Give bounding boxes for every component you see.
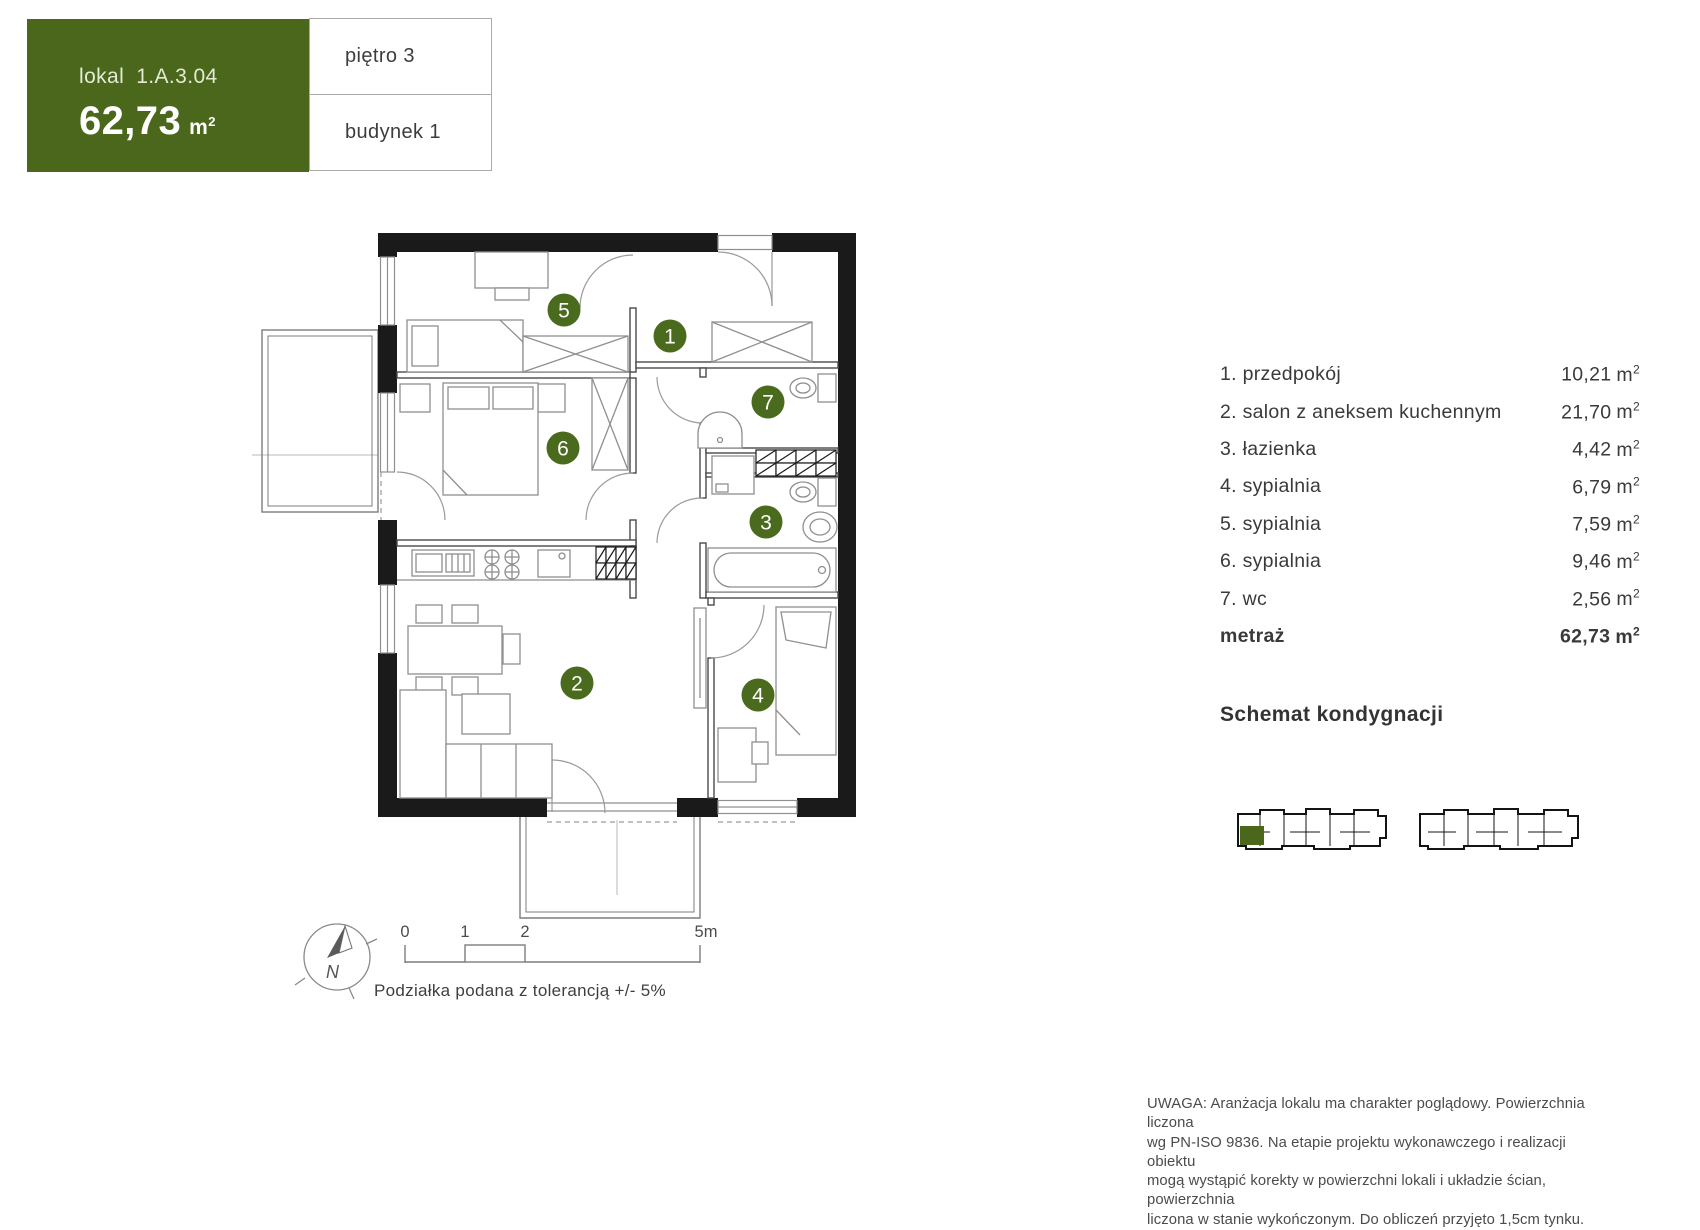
unit-id-line [79,65,309,89]
room-row [1220,431,1640,468]
badge-2: 2 [571,672,583,696]
disclaimer-line: UWAGA: Aranżacja lokalu ma charakter poglądowy. Powierzchnia liczona [1147,1096,1585,1132]
highlighted-unit-marker [1240,826,1264,845]
building-2-outline [1420,809,1578,849]
room-row [1220,356,1640,393]
unit-label: lokal [79,65,125,88]
total-area-row [1220,618,1640,655]
chair [452,605,478,623]
unit-area-line [79,99,309,144]
chair [452,677,478,695]
badge-3: 3 [760,511,772,535]
pillow [412,326,438,366]
disclaimer-line: mogą wystąpić korekty w powierzchni lokali i układzie ścian, powierzchnia [1147,1173,1547,1209]
room-row [1220,580,1640,617]
scale-tick-5m: 5m [694,923,718,941]
room-list [1220,356,1640,655]
room-label: 6. sypialnia [1220,550,1322,573]
badge-4: 4 [752,684,764,708]
floor-cell: piętro 3 [310,19,491,95]
room-label: 1. przedpokój [1220,363,1341,386]
room-area: 6,79 $m^2$ [1572,474,1640,499]
scale-tick-0: 0 [400,923,410,941]
room-area: 21,70 $m^2$ [1561,399,1640,424]
room-area: 4,42 $m^2$ [1572,437,1640,461]
unit-id: 1.A.3.04 [136,65,218,88]
scale-tick-1: 1 [460,923,470,941]
chair [752,742,768,764]
room-label: 3. łazienka [1220,437,1317,460]
scale-note: Podziałka podana z tolerancją +/- 5% [374,981,666,1000]
room-area: 10,21 $m^2$ [1561,362,1640,386]
room-label: 7. wc [1220,587,1268,610]
room-area: 9,46 $m^2$ [1572,549,1640,573]
unit-area-value: 62,73 [79,99,182,143]
room-area: 7,59 $m^2$ [1572,512,1640,536]
chair [495,288,529,300]
room-row [1220,543,1640,580]
toilet-tank [818,478,836,506]
nightstand [400,384,430,412]
scale-bar [405,945,700,963]
pillow [448,387,489,409]
coffee-table [462,694,510,734]
building-cell: budynek 1 [345,120,441,143]
room-label: 4. sypialnia [1220,475,1322,498]
unit-card [27,19,309,172]
total-area: 62,73 $m^2$ [1560,624,1640,648]
balcony-bottom [520,817,700,918]
chair [416,605,442,623]
total-label: metraż [1220,624,1285,647]
sofa-chaise [400,690,446,798]
pillow [493,387,533,409]
chair [503,634,520,664]
floor-building-box [309,18,492,171]
toilet-tank [818,374,836,402]
disclaimer-note [1147,1095,1617,1230]
nightstand [538,384,565,412]
badge-7: 7 [762,391,774,415]
scale-tick-2: 2 [520,923,530,941]
floor-schematic [1230,802,1590,858]
badge-5: 5 [558,299,570,323]
oven [538,550,570,577]
floor-plan [250,200,870,940]
dining-table [408,626,502,674]
room-area: 2,56 $m^2$ [1572,586,1640,611]
compass-n-label: N [326,962,339,982]
room-row [1220,393,1640,430]
desk [718,728,756,782]
unit-area-unit: $m^2$ [189,114,216,139]
badge-1: 1 [664,325,676,349]
room-row [1220,468,1640,505]
sofa [446,744,552,798]
compass-needle [327,926,345,958]
room-label: 2. salon z aneksem kuchennym [1220,400,1502,423]
room-row [1220,506,1640,543]
desk [475,252,548,288]
schemat-kondygnacji-title: Schemat kondygnacji [1220,703,1444,726]
scale-labels [400,923,717,941]
disclaimer-line: wg PN-ISO 9836. Na etapie projektu wykonawczego i realizacji obiektu [1147,1134,1566,1170]
badge-6: 6 [557,437,569,461]
disclaimer-line: liczona w stanie wykończonym. Do obliczeń przyjęto 1,5cm tynku. [1147,1211,1585,1228]
room-label: 5. sypialnia [1220,512,1322,535]
balcony-left [262,330,378,512]
